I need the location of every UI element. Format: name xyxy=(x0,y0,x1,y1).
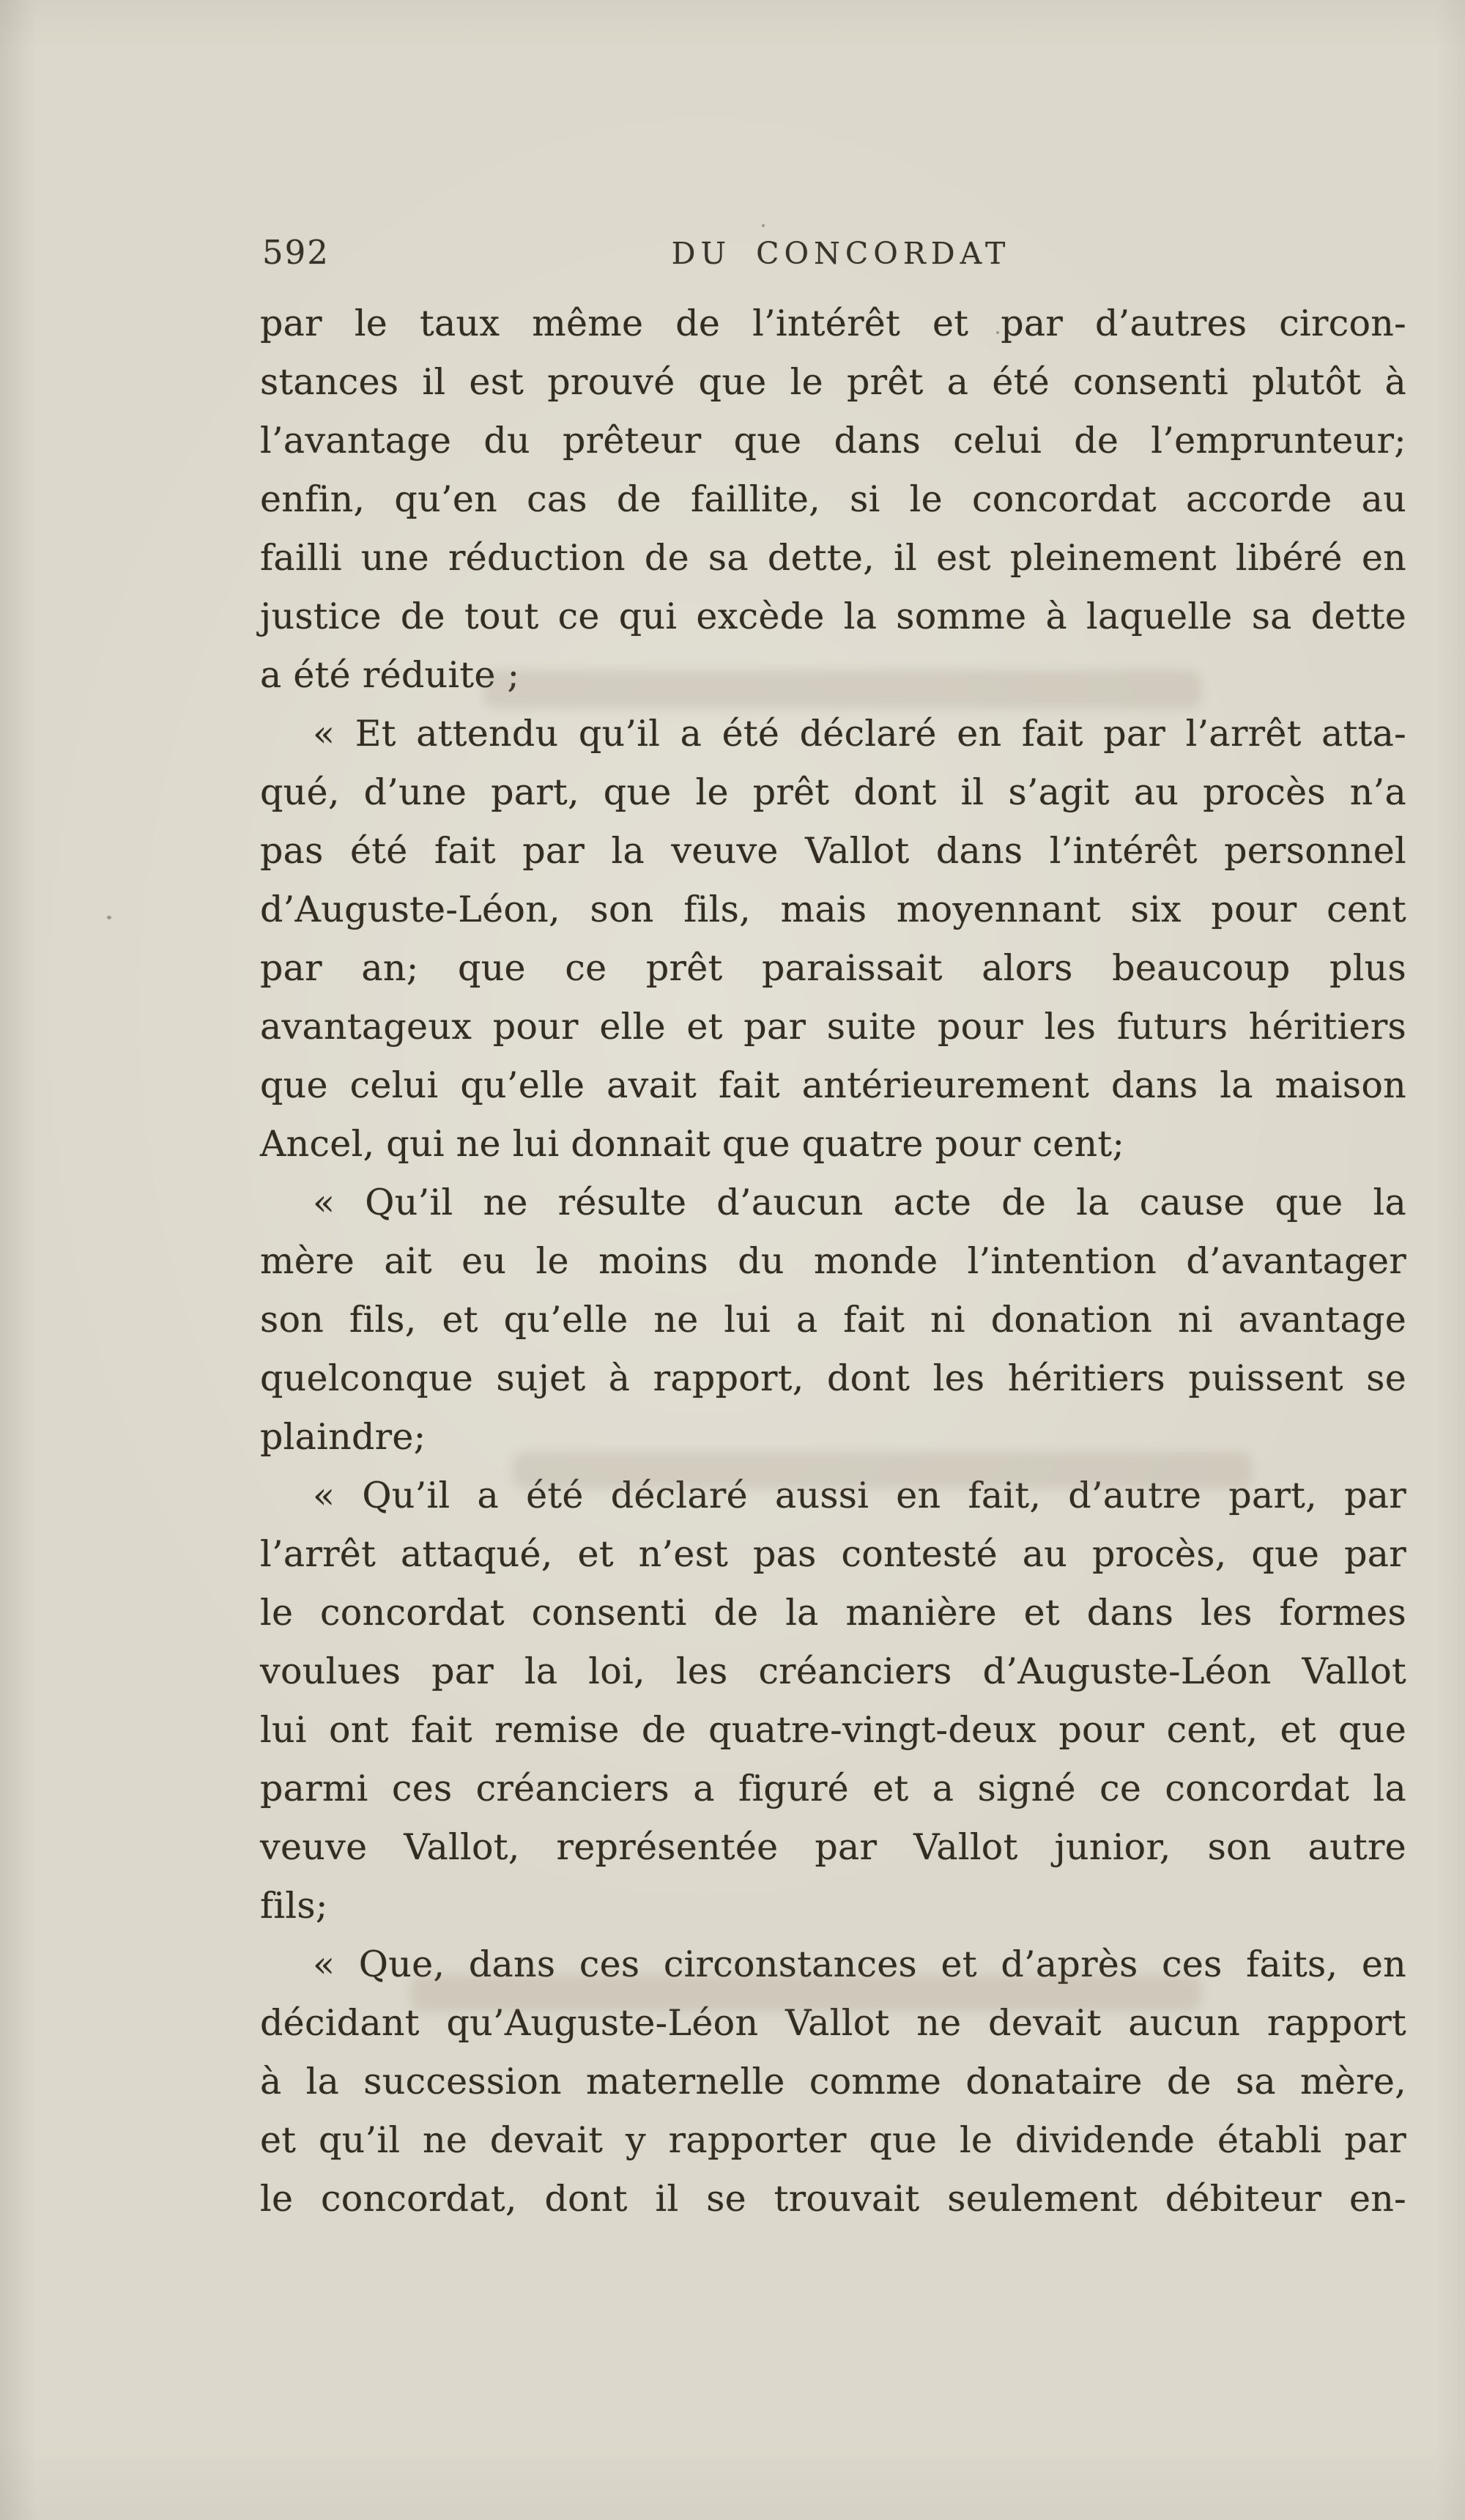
text-line: « Que, dans ces circonstances et d’après ces faits, en xyxy=(313,1943,1406,1985)
text-line: d’Auguste-Léon, son fils, mais moyennant six pour cent xyxy=(260,889,1406,930)
text-line: son fils, et qu’elle ne lui a fait ni donation ni avantage xyxy=(260,1299,1406,1341)
text-line: a été réduite ; xyxy=(260,654,520,696)
page-number: 592 xyxy=(262,233,330,272)
text-line: voulues par la loi, les créanciers d’Auguste-Léon Vallot xyxy=(260,1650,1406,1692)
text-line: le concordat consenti de la manière et dans les formes xyxy=(260,1592,1406,1634)
text-line: veuve Vallot, représentée par Vallot junior, son autre xyxy=(260,1826,1406,1868)
text-line: « Et attendu qu’il a été déclaré en fait par l’arrêt atta- xyxy=(313,713,1406,755)
text-line: que celui qu’elle avait fait antérieurement dans la maison xyxy=(260,1064,1406,1106)
text-line: enfin, qu’en cas de faillite, si le concordat accorde au xyxy=(260,478,1406,520)
paper-speck xyxy=(107,916,111,919)
text-line: stances il est prouvé que le prêt a été consenti plutôt à xyxy=(260,361,1406,403)
text-line: à la succession maternelle comme donataire de sa mère, xyxy=(260,2061,1406,2102)
text-line: failli une réduction de sa dette, il est pleinement libéré en xyxy=(260,537,1406,579)
text-line: l’avantage du prêteur que dans celui de l’emprunteur; xyxy=(260,420,1406,462)
text-line: plaindre; xyxy=(260,1416,426,1458)
body-text-block xyxy=(260,294,1406,2228)
text-line: justice de tout ce qui excède la somme à laquelle sa dette xyxy=(260,596,1406,637)
paper-speck xyxy=(762,224,765,227)
text-line: qué, d’une part, que le prêt dont il s’agit au procès n’a xyxy=(260,771,1406,813)
text-line: fils; xyxy=(260,1885,328,1927)
text-line: Ancel, qui ne lui donnait que quatre pour cent; xyxy=(260,1123,1125,1165)
text-line: par le taux même de l’intérêt et par d’autres circon- xyxy=(260,303,1406,344)
text-line: pas été fait par la veuve Vallot dans l’intérêt personnel xyxy=(260,830,1406,872)
text-line: lui ont fait remise de quatre-vingt-deux pour cent, et que xyxy=(260,1709,1406,1751)
text-line: mère ait eu le moins du monde l’intention d’avantager xyxy=(260,1240,1406,1282)
text-line: avantageux pour elle et par suite pour les futurs héritiers xyxy=(260,1006,1406,1048)
text-line: l’arrêt attaqué, et n’est pas contesté au procès, que par xyxy=(260,1533,1406,1575)
text-line: par an; que ce prêt paraissait alors beaucoup plus xyxy=(260,947,1406,989)
text-line: et qu’il ne devait y rapporter que le dividende établi par xyxy=(260,2119,1406,2161)
text-line: parmi ces créanciers a figuré et a signé ce concordat la xyxy=(260,1768,1406,1809)
text-line: le concordat, dont il se trouvait seulement débiteur en- xyxy=(260,2178,1406,2220)
text-line: quelconque sujet à rapport, dont les héritiers puissent se xyxy=(260,1357,1406,1399)
text-line: décidant qu’Auguste-Léon Vallot ne devait aucun rapport xyxy=(260,2002,1406,2044)
running-header-title: DU CONCORDAT xyxy=(671,236,1011,271)
text-line: « Qu’il a été déclaré aussi en fait, d’autre part, par xyxy=(313,1475,1406,1516)
text-line: « Qu’il ne résulte d’aucun acte de la cause que la xyxy=(313,1182,1406,1223)
